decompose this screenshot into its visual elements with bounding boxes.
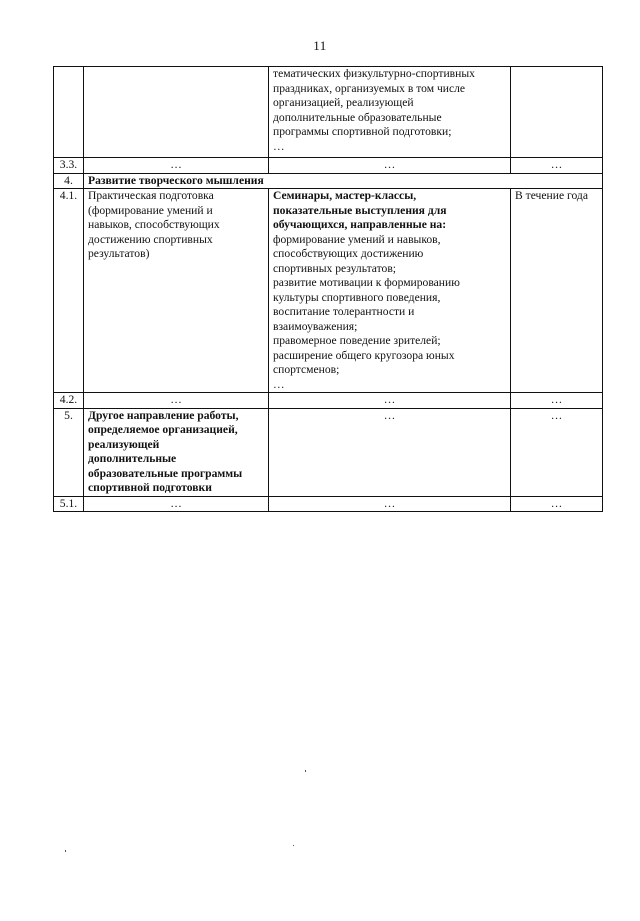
direction-line: навыков, способствующих bbox=[88, 218, 220, 231]
table-row-section-5 bbox=[54, 408, 603, 496]
scan-speck bbox=[305, 770, 306, 772]
activity-line: правомерное поведение зрителей; bbox=[273, 334, 441, 347]
cell-num: 4.1. bbox=[54, 189, 84, 393]
scan-speck bbox=[65, 850, 66, 852]
direction-line: Другое направление работы, bbox=[88, 408, 239, 422]
table-row-4-2 bbox=[54, 393, 603, 409]
direction-line: (формирование умений и bbox=[88, 203, 213, 217]
direction-line: дополнительные bbox=[88, 452, 177, 465]
scan-speck bbox=[293, 845, 294, 846]
cell-num: 4. bbox=[54, 173, 84, 189]
cell-deadline: … bbox=[511, 496, 603, 512]
cell-deadline: … bbox=[511, 393, 603, 409]
cell-direction bbox=[84, 408, 269, 496]
cell-num: 4.2. bbox=[54, 393, 84, 409]
activity-line: дополнительные образовательные bbox=[273, 110, 442, 124]
table-row-3-3 bbox=[54, 158, 603, 174]
cell-deadline: … bbox=[511, 408, 603, 496]
activity-line: способствующих достижению bbox=[273, 247, 424, 260]
cell-activity: … bbox=[269, 408, 511, 496]
activity-line: культуры спортивного поведения, bbox=[273, 290, 441, 304]
direction-line: образовательные программы bbox=[88, 466, 243, 480]
cell-deadline: … bbox=[511, 158, 603, 174]
activity-line: расширение общего кругозора юных bbox=[273, 348, 455, 362]
direction-line: определяемое организацией, bbox=[88, 423, 238, 436]
activity-line: … bbox=[273, 377, 285, 391]
activity-line: программы спортивной подготовки; bbox=[273, 125, 452, 138]
direction-line: реализующей bbox=[88, 437, 160, 451]
activity-heading-line: обучающихся, направленные на: bbox=[273, 218, 447, 231]
activity-line: спортсменов; bbox=[273, 363, 340, 376]
cell-activity bbox=[269, 189, 511, 393]
table-row-4-1 bbox=[54, 189, 603, 393]
direction-line: спортивной подготовки bbox=[88, 481, 212, 494]
direction-line: достижению спортивных bbox=[88, 232, 213, 246]
cell-activity bbox=[269, 67, 511, 158]
page-number: 11 bbox=[313, 38, 327, 53]
plan-table bbox=[53, 66, 603, 512]
cell-deadline: В течение года bbox=[511, 189, 603, 393]
activity-heading-line: показательные выступления для bbox=[273, 203, 447, 217]
section-title: Развитие творческого мышления bbox=[84, 173, 603, 189]
activity-line: воспитание толерантности и bbox=[273, 305, 415, 318]
cell-direction: … bbox=[84, 158, 269, 174]
activity-line: организацией, реализующей bbox=[273, 96, 414, 109]
activity-heading-line: Семинары, мастер-классы, bbox=[273, 189, 417, 202]
table-row-5-1 bbox=[54, 496, 603, 512]
cell-activity: … bbox=[269, 393, 511, 409]
activity-line: тематических физкультурно-спортивных bbox=[273, 67, 475, 80]
cell-direction: … bbox=[84, 496, 269, 512]
direction-line: Практическая подготовка bbox=[88, 189, 214, 202]
table-row-continuation bbox=[54, 67, 603, 158]
cell-activity: … bbox=[269, 158, 511, 174]
direction-line: результатов) bbox=[88, 247, 150, 260]
cell-direction bbox=[84, 67, 269, 158]
activity-line: праздниках, организуемых в том числе bbox=[273, 81, 466, 95]
cell-activity: … bbox=[269, 496, 511, 512]
activity-line: спортивных результатов; bbox=[273, 261, 397, 275]
cell-num: 3.3. bbox=[54, 158, 84, 174]
cell-num bbox=[54, 67, 84, 158]
activity-line: … bbox=[273, 139, 285, 153]
cell-num: 5.1. bbox=[54, 496, 84, 512]
cell-num: 5. bbox=[54, 408, 84, 496]
cell-deadline bbox=[511, 67, 603, 158]
cell-direction bbox=[84, 189, 269, 393]
table-row-section-4 bbox=[54, 173, 603, 189]
activity-line: взаимоуважения; bbox=[273, 319, 358, 333]
cell-direction: … bbox=[84, 393, 269, 409]
activity-line: формирование умений и навыков, bbox=[273, 232, 441, 246]
activity-line: развитие мотивации к формированию bbox=[273, 276, 460, 289]
